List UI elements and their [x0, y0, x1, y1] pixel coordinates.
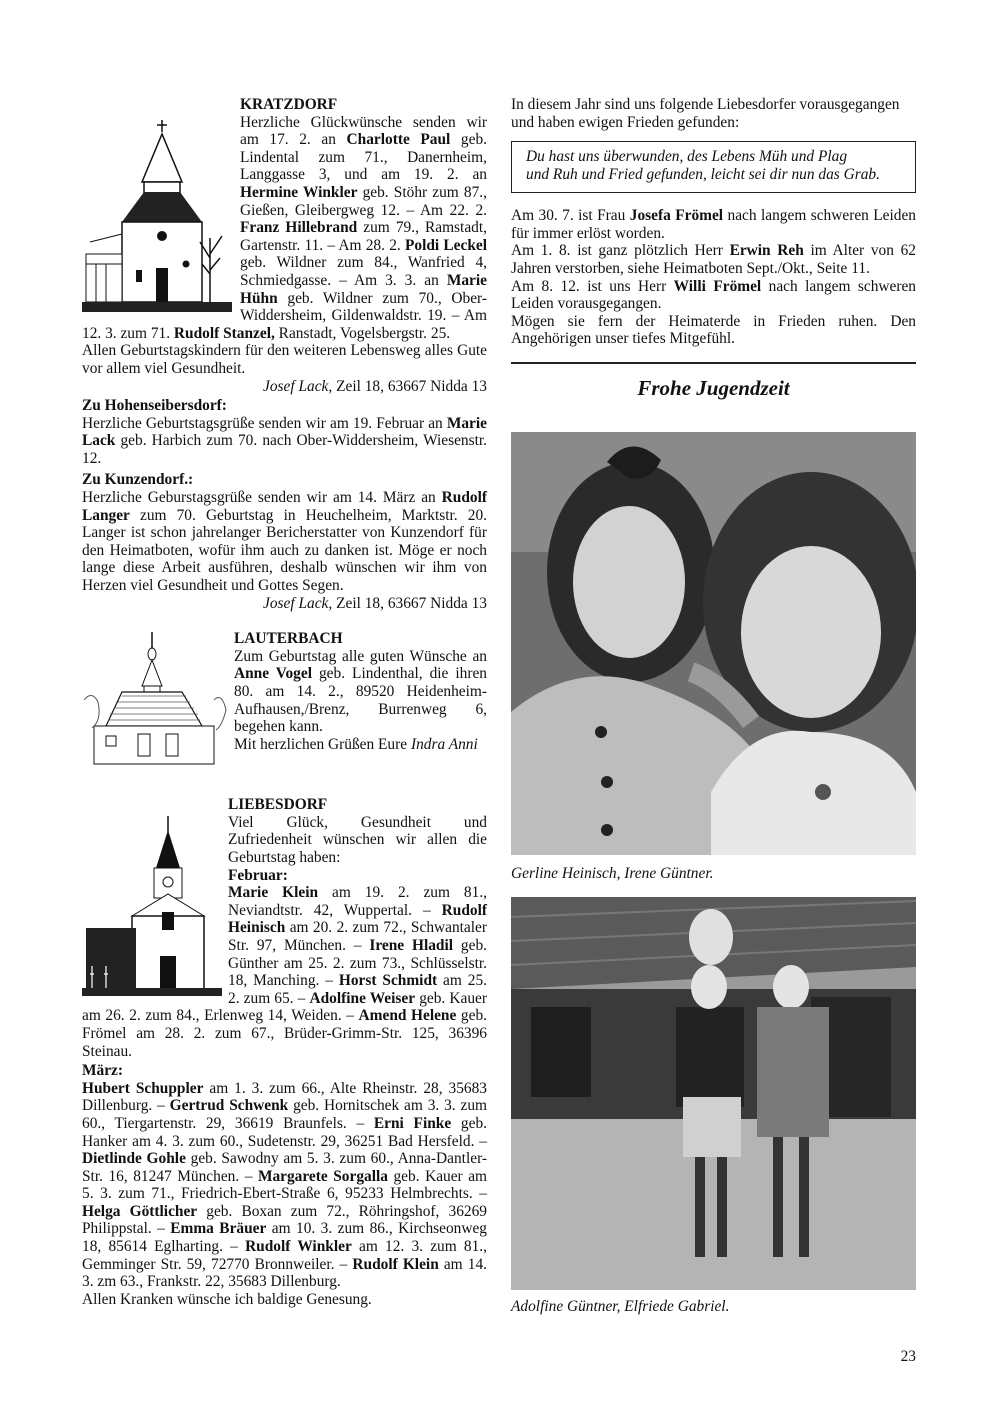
person-name: Irene Hladil: [369, 936, 454, 954]
photo-two-girls-portrait: [511, 432, 916, 855]
lauterbach-church-illustration: [82, 630, 228, 776]
photo-caption-1: Gerline Heinisch, Irene Güntner.: [511, 865, 714, 882]
person-name: Marie Hühn: [240, 271, 487, 307]
person-name: Poldi Leckel: [404, 236, 487, 254]
person-name: Gertrud Schwenk: [169, 1097, 289, 1115]
person-name: Rudolf Stanzel,: [173, 324, 275, 342]
feature-title: Frohe Jugendzeit: [637, 375, 790, 400]
person-name: Emma Bräuer: [170, 1220, 267, 1238]
person-name: Marie Klein: [228, 884, 319, 902]
lauterbach-text: Zum Geburtstag alle guten Wünsche an Anne Vogel geb. Lindenthal, die ihren 80. am 14. 2., 89520 Heidenheim-Aufhausen,/Brenz, Burrenweg 6, begehen kann.: [234, 647, 487, 736]
person-name: Amend Helene: [358, 1007, 457, 1025]
right-column: [511, 96, 916, 398]
page-number: 23: [900, 1348, 916, 1365]
hohenseibersdorf-text: Herzliche Geburtstagsgrüße senden wir am 19. Februar an Marie Lack geb. Harbich zum 70. nach Ober-Widdersheim, Wiesenstr. 12.: [82, 414, 487, 467]
quote-line: Du hast uns überwunden, des Lebens Müh und Plag: [526, 148, 848, 166]
kratzdorf-signature: Josef Lack, Zeil 18, 63667 Nidda 13: [263, 377, 487, 395]
person-name: Erwin Reh: [729, 242, 804, 260]
kratzdorf-text: Herzliche Glückwünsche senden wir am 17. 2. an Charlotte Paul geb. Lindental zum 71., Danernheim, Langgasse 3, und am 19. 2. an Hermine Winkler geb. Stöhr zum 87., Gießen, Gleibergweg 12. – Am 22. 2. Franz Hillebrand zum 79., Ramstadt, Gartenstr. 11. – Am 28. 2. Poldi Leckel geb. Wildner zum 84., Wanfried 4, Schmiedgasse. – Am 3. 3. an Marie Hühn geb. Wildner zum 70., Ober-Widdersheim, Gildenwaldstr. 19. – Am 12. 3. zum 71. Rudolf Stanzel, Ranstadt, Vogelsbergstr. 25.: [82, 113, 487, 342]
kratzdorf-closing: Allen Geburtstagskindern für den weiteren Lebensweg alles Gute vor allem viel Gesundheit.: [82, 342, 487, 377]
liebesdorf-march-list: Hubert Schuppler am 1. 3. zum 66., Alte Rheinstr. 28, 35683 Dillenburg. – Gertrud Schwenk geb. Hornitschek am 3. 3. zum 60., Tiergartenstr. 29, 36619 Braunfels. – Erni Finke geb. Hanker am 4. 3. zum 60., Sudetenstr. 29, 36251 Bad Hersfeld. – Dietlinde Gohle geb. Sawodny am 5. 3. zum 60., Anna-Dantler-Str. 16, 81247 München. – Margarete Sorgalla geb. Kauer am 5. 3. zum 71., Friedrich-Ebert-Straße 6, 95233 Helmbrechts. – Helga Göttlicher geb. Boxan zum 72., Röhringshof, 36269 Philippstal. – Emma Bräuer am 10. 3. zum 86., Kirchseonweg 18, 85614 Eglharting. – Rudolf Winkler am 12. 3. zum 81., Gemminger Str. 59, 72770 Bronnweiler. – Rudolf Klein am 14. 3. zm 63., Frankstr. 22, 35683 Dillenburg.: [82, 1079, 488, 1291]
kunzendorf-text: Herzliche Geburstagsgrüße senden wir am 14. März an Rudolf Langer zum 70. Geburtstag in Heuchelheim, Marktstr. 20. Langer ist schon jahrelanger Bericherstatter von Kunzendorf für den Heimatboten, wofür ihm auch zu danken ist. Möge er noch lange diese Arbeit ausführen, deshalb wünschen wir ihm von Herzen viel Gesundheit und Gottes Segen.: [82, 489, 487, 595]
person-name: Charlotte Paul: [346, 131, 451, 149]
obituary-entry: Am 30. 7. ist Frau Josefa Frömel nach langem schweren Leiden für immer erlöst worden.: [511, 207, 916, 242]
liebesdorf-february-label: Februar:: [228, 866, 288, 884]
lauterbach-greeting: Mit herzlichen Grüßen Eure Indra Anni: [234, 735, 478, 753]
lauterbach-heading: LAUTERBACH: [234, 630, 343, 648]
person-name: Rudolf Langer: [82, 489, 487, 524]
section-divider: [511, 362, 916, 364]
liebesdorf-church-illustration: [82, 816, 222, 996]
person-name: Erni Finke: [373, 1114, 452, 1132]
person-name: Willi Frömel: [673, 277, 762, 295]
person-name: Horst Schmidt: [338, 972, 438, 990]
quote-line: und Ruh und Fried gefunden, leicht sei dir nun das Grab.: [526, 166, 880, 184]
liebesdorf-intro: Viel Glück, Gesundheit und Zufriedenheit wünschen wir allen die Geburtstag haben:: [228, 813, 487, 866]
liebesdorf-heading: LIEBESDORF: [228, 796, 328, 814]
photo-two-girls-farmyard: [511, 897, 916, 1290]
liebesdorf-closing: Allen Kranken wünsche ich baldige Genesung.: [82, 1290, 372, 1308]
person-name: Dietlinde Gohle: [82, 1150, 186, 1168]
person-name: Rudolf Klein: [352, 1255, 439, 1273]
obituary-entry: Am 8. 12. ist uns Herr Willi Frömel nach langem schweren Leiden vorausgegangen.: [511, 277, 917, 313]
person-name: Margarete Sorgalla: [257, 1167, 388, 1185]
memorial-quote-box: [511, 141, 916, 193]
person-name: Franz Hillebrand: [240, 219, 358, 237]
photo-caption-2: Adolfine Güntner, Elfriede Gabriel.: [511, 1298, 730, 1315]
hohenseibersdorf-heading: Zu Hohenseibersdorf:: [82, 397, 227, 415]
kunzendorf-signature: Josef Lack, Zeil 18, 63667 Nidda 13: [263, 594, 487, 612]
kratzdorf-church-illustration: [82, 118, 232, 314]
person-name: Rudolf Winkler: [245, 1238, 352, 1256]
person-name: Anne Vogel: [234, 665, 312, 683]
liebesdorf-march-label: März:: [82, 1062, 124, 1080]
left-column: [82, 96, 487, 1308]
person-name: Josefa Frömel: [629, 207, 724, 225]
obituary-closing: Mögen sie fern der Heimaterde in Frieden ruhen. Den Angehörigen unser tiefes Mitgefühl.: [511, 312, 916, 348]
person-name: Rudolf Heinisch: [228, 901, 487, 937]
person-name: Helga Göttlicher: [82, 1202, 198, 1220]
person-name: Marie Lack: [82, 414, 487, 450]
kratzdorf-heading: KRATZDORF: [240, 96, 338, 113]
obituary-entry: Am 1. 8. ist ganz plötzlich Herr Erwin Reh im Alter von 62 Jahren verstorben, siehe Heimatboten Sept./Okt., Seite 11.: [511, 242, 917, 277]
person-name: Hubert Schuppler: [82, 1079, 204, 1097]
kunzendorf-heading: Zu Kunzendorf.:: [82, 471, 194, 489]
person-name: Adolfine Weiser: [309, 989, 416, 1007]
person-name: Hermine Winkler: [240, 183, 358, 201]
obituary-intro: In diesem Jahr sind uns folgende Liebesdorfer vorausgegangen und haben ewigen Frieden gefunden:: [511, 96, 900, 131]
liebesdorf-february-list: Marie Klein am 19. 2. zum 81., Neviandtstr. 42, Wuppertal. – Rudolf Heinisch am 20. 2. zum 72., Schwantaler Str. 97, München. – Irene Hladil geb. Günther am 25. 2. zum 73., Schlüsselstr. 18, Manching. – Horst Schmidt am 25. 2. zum 65. – Adolfine Weiser geb. Kauer am 26. 2. zum 84., Erlenweg 14, Weiden. – Amend Helene geb. Frömel am 28. 2. zum 67., Brüder-Grimm-Str. 125, 36396 Steinau.: [82, 884, 488, 1060]
